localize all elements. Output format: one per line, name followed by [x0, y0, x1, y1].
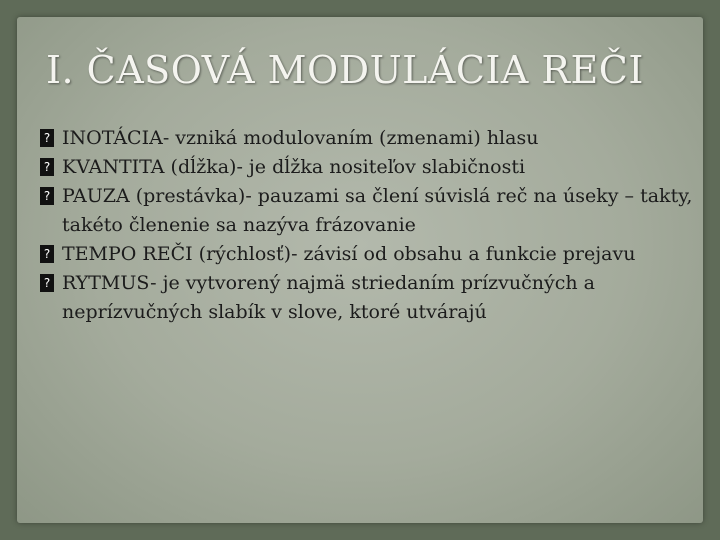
bullet-item	[40, 124, 700, 153]
missing-glyph-icon: ?	[40, 129, 54, 147]
missing-glyph-icon: ?	[40, 158, 54, 176]
bullet-item	[40, 182, 700, 240]
bullet-text: INOTÁCIA- vzniká modulovaním (zmenami) hlasu	[62, 127, 539, 149]
missing-glyph-icon: ?	[40, 187, 54, 205]
bullet-list	[40, 124, 700, 327]
bullet-text: TEMPO REČI (rýchlosť)- závisí od obsahu a funkcie prejavu	[62, 243, 636, 265]
bullet-item	[40, 240, 700, 269]
bullet-item	[40, 269, 700, 327]
missing-glyph-icon: ?	[40, 274, 54, 292]
bullet-text: PAUZA (prestávka)- pauzami sa člení súvislá reč na úseky – takty, takéto členenie sa nazýva frázovanie	[62, 185, 693, 236]
slide-title: I. ČASOVÁ MODULÁCIA REČI	[46, 48, 644, 92]
bullet-text: KVANTITA (dĺžka)- je dĺžka nositeľov slabičnosti	[62, 156, 526, 178]
missing-glyph-icon: ?	[40, 245, 54, 263]
bullet-item	[40, 153, 700, 182]
bullet-text: RYTMUS- je vytvorený najmä striedaním prízvučných a neprízvučných slabík v slove, ktoré utvárajú	[62, 272, 596, 323]
